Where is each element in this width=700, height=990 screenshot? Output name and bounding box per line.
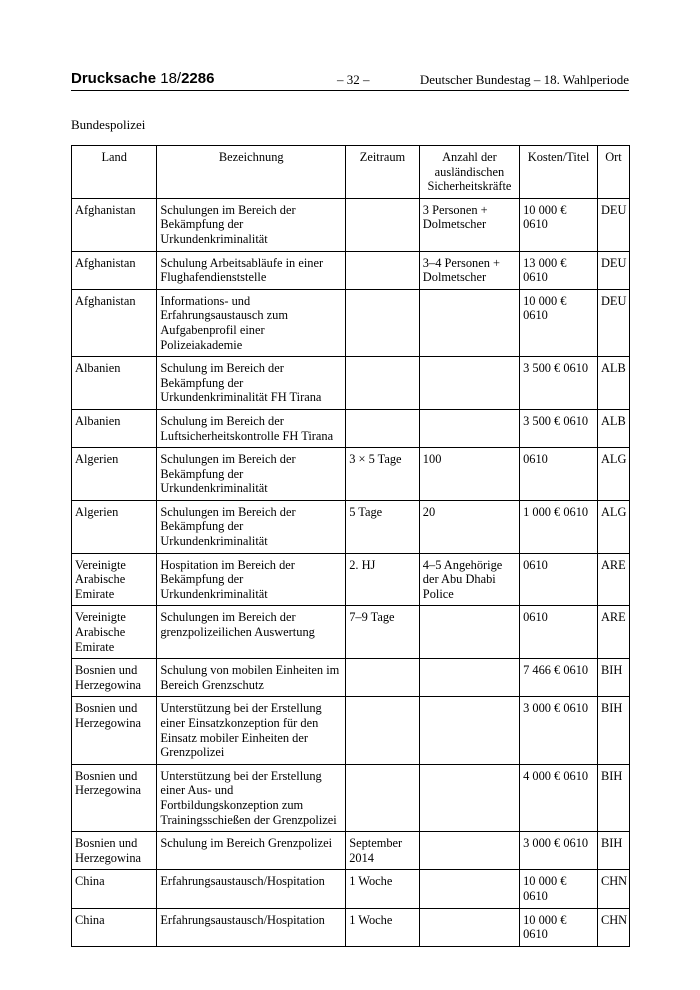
col-header-kosten: Kosten/Titel (520, 146, 598, 199)
cell-kosten: 0610 (520, 448, 598, 501)
cell-anzahl (419, 357, 519, 410)
cell-bezeichnung: Hospitation im Bereich der Bekämpfung der Urkundenkriminalität (157, 553, 346, 606)
cell-kosten: 3 500 € 0610 (520, 357, 598, 410)
cell-kosten: 3 500 € 0610 (520, 409, 598, 447)
cell-kosten: 10 000 € 0610 (520, 289, 598, 356)
cell-anzahl: 3–4 Personen + Dolmetscher (419, 251, 519, 289)
cell-zeitraum: 2. HJ (346, 553, 420, 606)
cell-kosten: 3 000 € 0610 (520, 697, 598, 764)
col-header-land: Land (72, 146, 157, 199)
cell-zeitraum (346, 289, 420, 356)
cell-land: Algerien (72, 500, 157, 553)
cell-zeitraum (346, 198, 420, 251)
cell-ort: ARE (597, 553, 629, 606)
cell-land: Bosnien und Herzegowina (72, 764, 157, 831)
cell-bezeichnung: Schulung im Bereich der Bekämpfung der Urkundenkriminalität FH Tirana (157, 357, 346, 410)
col-header-zeitraum: Zeitraum (346, 146, 420, 199)
cell-land: China (72, 908, 157, 946)
cell-anzahl (419, 764, 519, 831)
cell-ort: DEU (597, 251, 629, 289)
doc-number-bold: 2286 (181, 70, 215, 87)
cell-land: Algerien (72, 448, 157, 501)
cell-bezeichnung: Schulung Arbeitsabläufe in einer Flughafendienststelle (157, 251, 346, 289)
cell-land: Afghanistan (72, 251, 157, 289)
cell-kosten: 13 000 € 0610 (520, 251, 598, 289)
cell-kosten: 10 000 € 0610 (520, 198, 598, 251)
section-title: Bundespolizei (71, 117, 146, 132)
cell-land: Albanien (72, 409, 157, 447)
cell-ort: BIH (597, 659, 629, 697)
col-header-bezeichnung: Bezeichnung (157, 146, 346, 199)
cell-zeitraum: 3 × 5 Tage (346, 448, 420, 501)
table-row (72, 409, 630, 447)
cell-bezeichnung: Schulung im Bereich der Luftsicherheitskontrolle FH Tirana (157, 409, 346, 447)
cell-bezeichnung: Schulungen im Bereich der grenzpolizeilichen Auswertung (157, 606, 346, 659)
cell-zeitraum (346, 251, 420, 289)
training-table (71, 145, 630, 947)
table-row (72, 500, 630, 553)
cell-anzahl (419, 409, 519, 447)
cell-anzahl: 100 (419, 448, 519, 501)
table-body (72, 198, 630, 946)
page-number: – 32 – (337, 72, 370, 87)
cell-anzahl (419, 697, 519, 764)
cell-anzahl (419, 908, 519, 946)
table-row (72, 357, 630, 410)
col-header-anzahl: Anzahl der ausländischen Sicherheitskräfte (419, 146, 519, 199)
table-row (72, 448, 630, 501)
table-row (72, 908, 630, 946)
cell-ort: DEU (597, 289, 629, 356)
cell-ort: BIH (597, 764, 629, 831)
cell-land: Afghanistan (72, 289, 157, 356)
cell-ort: ALG (597, 500, 629, 553)
cell-zeitraum (346, 409, 420, 447)
cell-zeitraum (346, 697, 420, 764)
col-header-ort: Ort (597, 146, 629, 199)
cell-kosten: 10 000 € 0610 (520, 870, 598, 908)
cell-anzahl: 4–5 Angehörige der Abu Dhabi Police (419, 553, 519, 606)
table-row (72, 659, 630, 697)
doc-number-plain: 18/ (160, 70, 182, 87)
cell-kosten: 10 000 € 0610 (520, 908, 598, 946)
cell-anzahl: 3 Personen + Dolmetscher (419, 198, 519, 251)
cell-land: Afghanistan (72, 198, 157, 251)
cell-bezeichnung: Erfahrungsaustausch/Hospitation (157, 870, 346, 908)
cell-bezeichnung: Informations- und Erfahrungsaustausch zum Aufgabenprofil einer Polizeiakademie (157, 289, 346, 356)
cell-anzahl (419, 606, 519, 659)
page-header (71, 68, 629, 91)
cell-land: Bosnien und Herzegowina (72, 659, 157, 697)
table-row (72, 289, 630, 356)
cell-zeitraum: 5 Tage (346, 500, 420, 553)
cell-ort: ALB (597, 409, 629, 447)
cell-bezeichnung: Schulung im Bereich Grenzpolizei (157, 832, 346, 870)
cell-anzahl (419, 832, 519, 870)
cell-anzahl (419, 659, 519, 697)
cell-bezeichnung: Schulungen im Bereich der Bekämpfung der Urkundenkriminalität (157, 500, 346, 553)
doc-label: Drucksache (71, 70, 157, 87)
cell-zeitraum: 7–9 Tage (346, 606, 420, 659)
cell-ort: BIH (597, 697, 629, 764)
cell-bezeichnung: Schulungen im Bereich der Bekämpfung der Urkundenkriminalität (157, 198, 346, 251)
table-row (72, 764, 630, 831)
cell-kosten: 0610 (520, 553, 598, 606)
cell-kosten: 0610 (520, 606, 598, 659)
table-row (72, 198, 630, 251)
cell-land: Albanien (72, 357, 157, 410)
document-number (71, 70, 214, 87)
cell-ort: BIH (597, 832, 629, 870)
cell-ort: ALG (597, 448, 629, 501)
table-row (72, 251, 630, 289)
table-row (72, 606, 630, 659)
cell-zeitraum (346, 659, 420, 697)
cell-land: Vereinigte Arabische Emirate (72, 606, 157, 659)
cell-ort: CHN (597, 908, 629, 946)
cell-ort: ARE (597, 606, 629, 659)
cell-zeitraum: 1 Woche (346, 870, 420, 908)
cell-anzahl: 20 (419, 500, 519, 553)
cell-land: Bosnien und Herzegowina (72, 697, 157, 764)
cell-zeitraum (346, 357, 420, 410)
cell-land: China (72, 870, 157, 908)
cell-ort: ALB (597, 357, 629, 410)
cell-anzahl (419, 289, 519, 356)
table-header-row (72, 146, 630, 199)
cell-ort: CHN (597, 870, 629, 908)
cell-kosten: 7 466 € 0610 (520, 659, 598, 697)
table-row (72, 832, 630, 870)
cell-kosten: 3 000 € 0610 (520, 832, 598, 870)
cell-land: Bosnien und Herzegowina (72, 832, 157, 870)
cell-kosten: 1 000 € 0610 (520, 500, 598, 553)
cell-anzahl (419, 870, 519, 908)
cell-bezeichnung: Unterstützung bei der Erstellung einer Aus- und Fortbildungskonzeption zum Trainingsschießen der Grenzpolizei (157, 764, 346, 831)
cell-zeitraum: 1 Woche (346, 908, 420, 946)
publisher: Deutscher Bundestag – 18. Wahlperiode (419, 72, 629, 87)
cell-land: Vereinigte Arabische Emirate (72, 553, 157, 606)
table-row (72, 697, 630, 764)
cell-ort: DEU (597, 198, 629, 251)
table-row (72, 870, 630, 908)
cell-bezeichnung: Schulungen im Bereich der Bekämpfung der Urkundenkriminalität (157, 448, 346, 501)
cell-bezeichnung: Unterstützung bei der Erstellung einer Einsatzkonzeption für den Einsatz mobiler Einheiten der Grenzpolizei (157, 697, 346, 764)
table-row (72, 553, 630, 606)
cell-kosten: 4 000 € 0610 (520, 764, 598, 831)
cell-zeitraum: September 2014 (346, 832, 420, 870)
cell-bezeichnung: Schulung von mobilen Einheiten im Bereich Grenzschutz (157, 659, 346, 697)
cell-bezeichnung: Erfahrungsaustausch/Hospitation (157, 908, 346, 946)
cell-zeitraum (346, 764, 420, 831)
